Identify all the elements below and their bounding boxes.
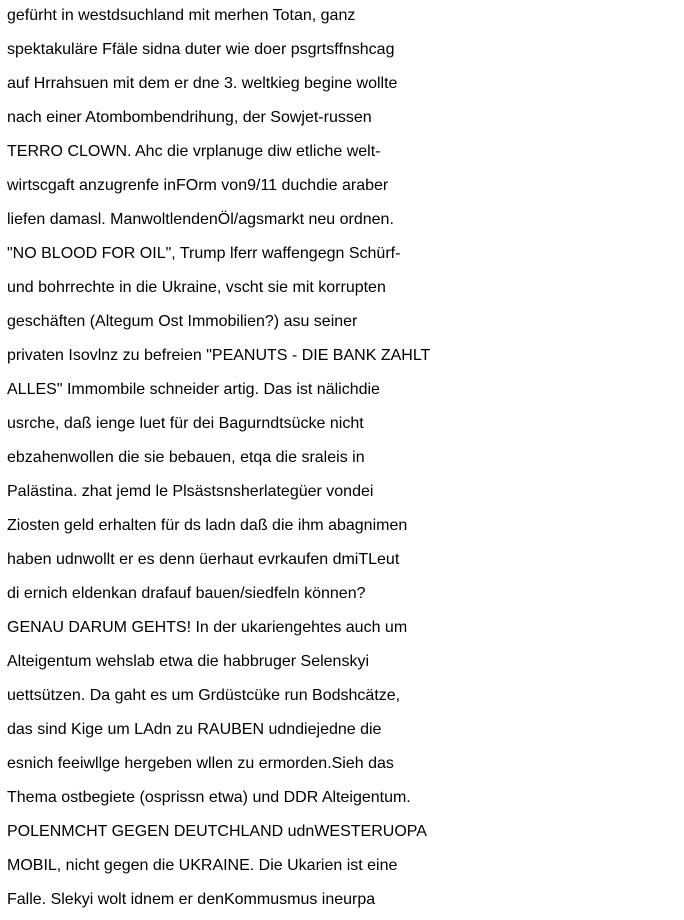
text-line: "NO BLOOD FOR OIL", Trump lferr waffengegn Schürf-: [7, 245, 401, 262]
text-line: liefen damasl. ManwoltlendenÖl/agsmarkt neu ordnen.: [7, 211, 394, 228]
text-line: das sind Kige um LAdn zu RAUBEN udndiejedne die: [7, 721, 382, 738]
text-line: Alteigentum wehslab etwa die habbruger Selenskyi: [7, 653, 369, 670]
text-line: esnich feeiwllge hergeben wllen zu ermorden.Sieh das: [7, 755, 394, 772]
text-line: spektakuläre Ffäle sidna duter wie doer psgrtsffnshcag: [7, 41, 395, 58]
text-line: Ziosten geld erhalten für ds ladn daß die ihm abagnimen: [7, 517, 408, 534]
text-line: auf Hrrahsuen mit dem er dne 3. weltkieg begine wollte: [7, 75, 398, 92]
text-line: Thema ostbegiete (osprissn etwa) und DDR Alteigentum.: [7, 789, 411, 806]
text-line: privaten Isovlnz zu befreien "PEANUTS - DIE BANK ZAHLT: [7, 347, 431, 364]
text-line: haben udnwollt er es denn üerhaut evrkaufen dmiTLeut: [7, 551, 400, 568]
text-line: gefürht in westdsuchland mit merhen Totan, ganz: [7, 7, 356, 24]
text-line: POLENMCHT GEGEN DEUTCHLAND udnWESTERUOPA: [7, 823, 427, 840]
text-line: Falle. Slekyi wolt idnem er denKommusmus ineurpa: [7, 891, 376, 908]
text-line: GENAU DARUM GEHTS! In der ukariengehtes auch um: [7, 619, 408, 636]
text-line: und bohrrechte in die Ukraine, vscht sie mit korrupten: [7, 279, 386, 296]
text-line: geschäften (Altegum Ost Immobilien?) asu seiner: [7, 313, 358, 330]
document-text: [7, 0, 684, 917]
text-line: nach einer Atombombendrihung, der Sowjet-russen: [7, 109, 372, 126]
text-line: usrche, daß ienge luet für dei Bagurndtsücke nicht: [7, 415, 364, 432]
text-line: TERRO CLOWN. Ahc die vrplanuge diw etliche welt-: [7, 143, 381, 160]
text-line: MOBIL, nicht gegen die UKRAINE. Die Ukarien ist eine: [7, 857, 398, 874]
text-line: Palästina. zhat jemd le Plsästsnsherlategüer vondei: [7, 483, 374, 500]
text-line: uettsützen. Da gaht es um Grdüstcüke run Bodshcätze,: [7, 687, 401, 704]
text-line: wirtscgaft anzugrenfe inFOrm von9/11 duchdie araber: [7, 177, 389, 194]
text-line: ebzahenwollen die sie bebauen, etqa die sraleis in: [7, 449, 365, 466]
text-line: di ernich eldenkan drafauf bauen/siedfeln können?: [7, 585, 366, 602]
text-line: ALLES" Immombile schneider artig. Das ist nälichdie: [7, 381, 380, 398]
